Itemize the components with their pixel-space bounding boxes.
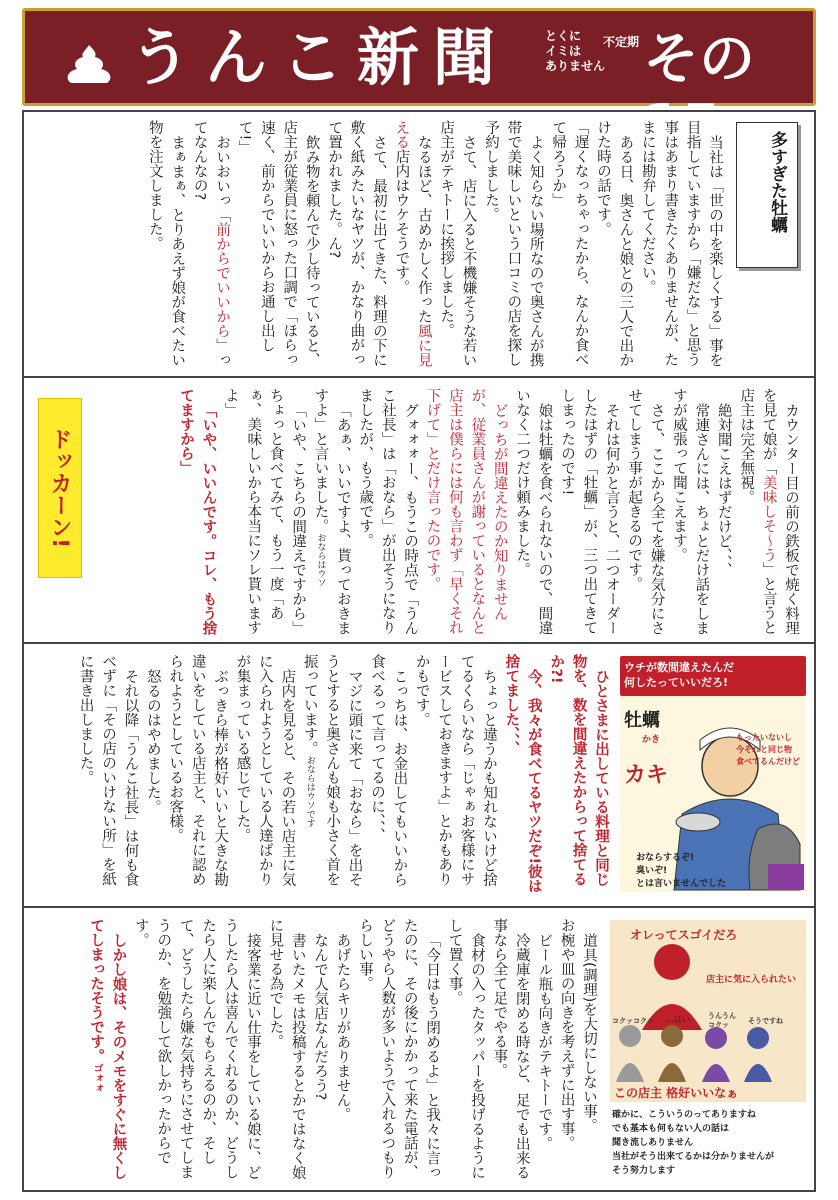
kaki-label: カキ [624, 763, 669, 788]
paragraph: 冷蔵庫を閉める時など、足でも出来る事なら全て足でやる事。 [491, 918, 530, 1179]
paragraph: お椀や皿の向きを考えずに出す事。 [558, 918, 575, 1150]
paragraph: 「遅くなっちゃったから、なんか食べて帰ろうか」 [550, 120, 589, 367]
issue-number: その15 [643, 27, 755, 158]
paragraph: 絶対聞こえはずだけど、、、 [715, 402, 732, 577]
paragraph: 書いたメモは投稿するとかではなく娘に見せる為でした。 [267, 918, 306, 1179]
paragraph: 当社は「世の中を楽しくする」事を目指していますから「嫌だな」と思う事はあまり書きたくありませんが、たまには勘弁してください。 [639, 120, 723, 367]
section-divider [22, 642, 816, 644]
paragraph: 「あぁ、いいですよ、貰っておきますよ」と言いました。おならはウソ [312, 388, 351, 635]
admire-caption: この店主 格好いいなぁ [614, 1086, 739, 1100]
paragraph: ぶっきら棒が格好いいと大きな勘違いをしている店主と、それに認められようとしているお客様。 [167, 654, 229, 886]
editor-note: 確かに、こういうのってありますね でも基本も何もない人の話は 聞き流しありません 当社がそう出来てるかは分かりませんが そう努力します [612, 1110, 775, 1176]
tagline: とくに イミは ありません [545, 29, 606, 73]
section-divider [22, 376, 816, 378]
paragraph: カウンター目の前の鉄板で焼く料理を見て娘が「美味しそ〜う」と言うと店主は完全無視。 [738, 388, 799, 635]
dokkan-callout: ドッカーン! [38, 398, 82, 578]
paragraph: ひとさまに出している料理と同じ物を、数を間違えたからって捨てるか?! [548, 654, 609, 886]
paragraph: 「今日はもう閉めるよ」と我々に言ったのに、その後にかかって来た電話が、どうやら人数が多いようで入れるつもりらしい事。 [356, 918, 441, 1179]
oyster-label: 牡蠣 [624, 710, 660, 731]
paragraph: さて、店に入ると不機嫌そうな若い店主がテキトーに挨拶しました。 [438, 120, 477, 367]
paragraph: グォォォー、もうこの時点で「うんこ社長」は「おなら」が出そうになりましたが、もう歳です。 [357, 388, 419, 635]
article-section-2 [96, 388, 802, 638]
crowd-voice: …はい [666, 1015, 690, 1024]
article-section-4 [60, 918, 600, 1186]
paragraph: ちょっと違うかも知れないけど捨てるくらいなら「じゃぁお客様にサービスしておきますよ」とかもありかもです。 [413, 654, 497, 886]
crowd-voice: コクッコクッ [612, 1017, 654, 1025]
illustration2-title: オレってスゴイだろ [630, 928, 738, 942]
paragraph: 道具(調理)を大切にしない事。 [581, 932, 597, 1133]
paragraph: 「いや、こちらの間違えですから」ちょっと食べてみて、もう一度「あぁ、美味しいから本当にソレ貰いますよ」 [222, 388, 307, 635]
paragraph: なるほど、古めかしく作った風に見える店内はウケそうです。 [393, 120, 432, 367]
frequency-label: 不定期 [603, 35, 640, 49]
paragraph: なんで人気店なんだろう? [312, 932, 329, 1100]
paragraph: マジに頭に来て「おなら」を出そうとすると奥さんも娘も小さく首を振っています。おならはウソです [301, 654, 363, 886]
paragraph: ある日、奥さんと娘との三人で出かけた時の話です。 [594, 120, 634, 367]
article-section-3 [36, 654, 612, 900]
section-divider [22, 906, 816, 908]
paragraph: それ以降「うんこ社長」は何も食べずに「その店のいけない所」を紙に書き出しました。 [77, 654, 139, 886]
paragraph: 怒るのはやめました。 [144, 668, 161, 814]
paragraph: 店内を見ると、その若い店主に気に入られようとしている人達ばかりが集まっている感じでした。 [234, 654, 296, 886]
customer-thought: もったいないし 今それと同じ物 食べてるんだけど [736, 733, 800, 766]
paragraph: おいおいっ「前からでいいから」ってなんなの? [191, 120, 231, 367]
poop-icon [59, 41, 119, 89]
oyster-ruby: かき [642, 735, 661, 745]
paragraph: こっちは、お金出してもいいから食べるって言ってるのに、、、 [368, 654, 408, 886]
paragraph: 食材の入ったタッパーを投げるようにして置く事。 [446, 918, 485, 1179]
paragraph: さて、ここから全てを嫌な気分にさせてしまう事が起きるのです。 [626, 388, 665, 635]
masthead-banner [22, 8, 816, 158]
paragraph: さて、最初に出てきた、料理の下に敷く紙みたいなヤツが、かなり曲がって置かれました。ん? [326, 120, 387, 367]
crowd-voice: そうですね [748, 1017, 783, 1025]
paragraph: あげたらキリがありません。 [334, 932, 351, 1121]
paragraph: まぁまぁ、とりあえず娘が食べたい物を注文しました。 [146, 120, 186, 367]
paragraph: 接客業に近い仕事をしている娘に、どうしたら人は喜んでくれるのか、どうしたら人に楽しんでもらえるのか、そして、どうしたら嫌な気持ちにさせてしまうのか、を勉強して欲しかったからです。 [132, 918, 261, 1179]
article-section-1 [36, 120, 726, 370]
paragraph: 娘は牡蠣を食べられないので、間違いなく二つだけ頼みました。 [514, 388, 553, 635]
illustration-caption: おならするぞ! 臭いぞ! とは言いませんでした [636, 853, 727, 889]
paragraph: ビール瓶も向きがテキトーです。 [536, 932, 553, 1150]
paragraph: よく知らない場所なので奥さんが携帯で美味しいという口コミの店を探し予約しました。 [482, 120, 544, 367]
paragraph: それは何かと言うと、二つオーダーしたはずの「牡蠣」が、三つ出てきてしまったのです! [558, 388, 620, 635]
paragraph: 常連さんには、ちょとだけ話をしますが威張って聞こえます。 [670, 388, 710, 635]
article-headline: 多すぎた牡蠣 [736, 122, 798, 268]
crowd-voice: うんうん コクッ [708, 1012, 736, 1029]
chef-speech: ウチが数間違えたんだ 何したっていいだろ! [624, 661, 734, 689]
newspaper-title: うんこ新聞 [129, 21, 510, 94]
paragraph: どっちが間違えたのか知りませんが、従業員さんが謝っているとなんと店主は僕らには何も言わず「早くそれ下げて」とだけ言ったのです。 [424, 388, 508, 635]
paragraph: 飲み物を頼んで少し待っていると、店主が従業員に怒った口調で「ほらっ速く、前からでいいからお通し出して!」 [236, 120, 320, 367]
paragraph: 「いや、いいんです。コレ、もう捨てますから」 [178, 388, 217, 635]
paragraph: しかし娘は、そのメモをすぐに無くしてしまったそうです。ゴォォ [88, 918, 127, 1179]
illustration-oyster-chef [618, 654, 808, 900]
paragraph: 今、我々が食べてるヤツだぞ!彼は捨てました、、、 [503, 654, 542, 893]
boss-label: 店主に気に入られたい [706, 975, 797, 985]
illustration-popular-chef [608, 918, 808, 1186]
